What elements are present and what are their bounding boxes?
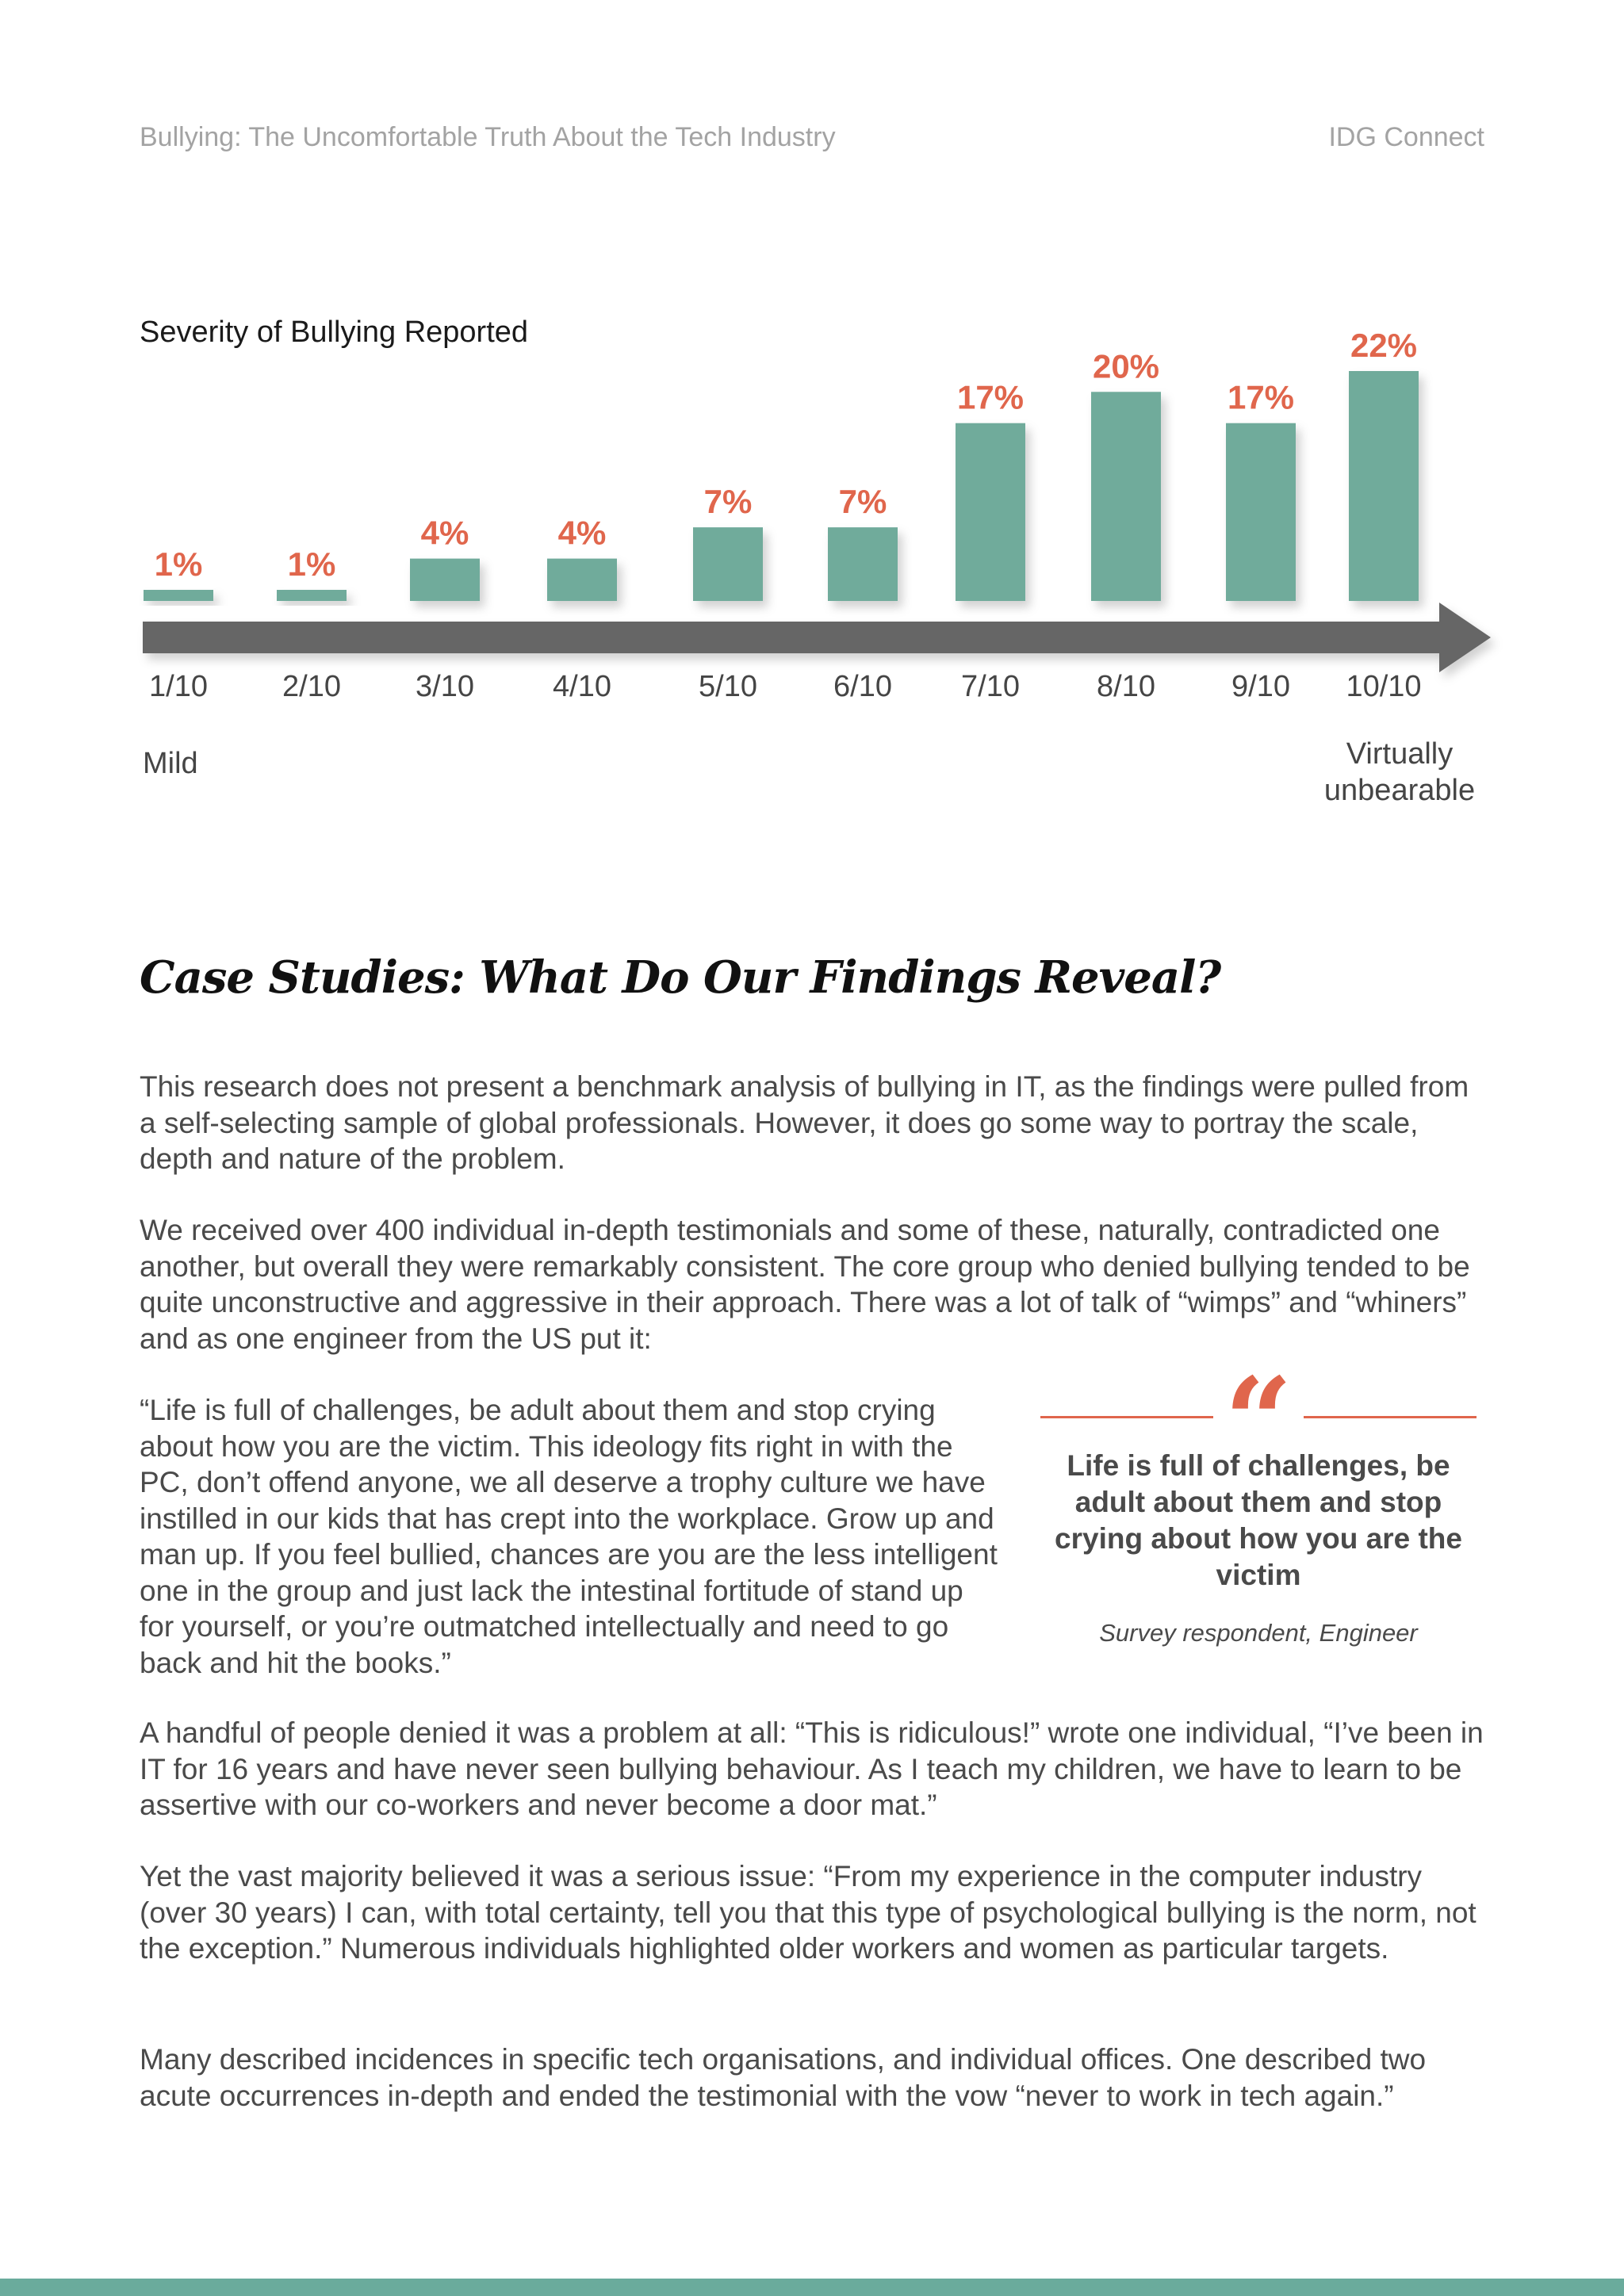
chart-title: Severity of Bullying Reported xyxy=(140,316,529,349)
scale-max-label xyxy=(1300,736,1499,809)
x-tick-label: 8/10 xyxy=(1097,670,1155,703)
body-paragraph: This research does not present a benchmark analysis of bullying in IT, as the findings were pulled from a self-selecting sample of global professionals. However, it does go some way to portray the scale, depth and nature of the problem. xyxy=(140,1070,1469,1175)
x-tick-label: 2/10 xyxy=(282,670,341,703)
bar-value-label: 1% xyxy=(287,545,336,583)
bar-10-of-10 xyxy=(1349,371,1419,601)
x-tick-label: 4/10 xyxy=(553,670,611,703)
bar-7-of-10 xyxy=(956,423,1025,601)
scale-min-label: Mild xyxy=(143,747,198,780)
x-tick-label: 7/10 xyxy=(961,670,1020,703)
severity-bar-chart xyxy=(0,301,1624,714)
bar-value-label: 22% xyxy=(1350,327,1418,364)
body-paragraph: Yet the vast majority believed it was a serious issue: “From my experience in the computer industry (over 30 years) I can, with total certainty, tell you that this type of psychological bullying is the norm, not the exception.” Numerous individuals highlighted older workers and women as particular targets. xyxy=(140,1860,1477,1965)
x-tick-label: 1/10 xyxy=(149,670,208,703)
pull-quote-attribution: Survey respondent, Engineer xyxy=(1099,1619,1418,1647)
bar-4-of-10 xyxy=(547,559,617,601)
quoted-testimonial: “Life is full of challenges, be adult about them and stop crying about how you are the victim. This ideology fits right in with the PC, don’t offend anyone, we all deserve a trophy culture we have instilled in our kids that has crept into the workplace. Grow up and man up. If you feel bullied, chances are you are the less intelligent one in the group and just lack the intestinal fortitude of stand up for yourself, or you’re outmatched intellectually and need to go back and hit the books.” xyxy=(140,1394,998,1679)
footer-band xyxy=(0,2279,1624,2296)
bar-value-label: 7% xyxy=(838,483,887,521)
x-tick-label: 5/10 xyxy=(699,670,757,703)
scale-max-label-line: Virtually xyxy=(1346,737,1454,771)
bar-value-label: 20% xyxy=(1092,347,1160,385)
bar-value-label: 17% xyxy=(1227,378,1295,416)
running-title: Bullying: The Uncomfortable Truth About the Tech Industry xyxy=(140,122,836,152)
body-paragraph: Many described incidences in specific tech organisations, and individual offices. One described two acute occurrences in-depth and ended the testimonial with the vow “never to work in tech again.” xyxy=(140,2043,1427,2112)
publisher-name: IDG Connect xyxy=(1328,122,1484,152)
pull-quote-rule-right xyxy=(1304,1416,1477,1418)
quote-mark-icon: “ xyxy=(1224,1352,1293,1491)
scale-max-label-line: unbearable xyxy=(1323,774,1476,807)
bar-value-label: 4% xyxy=(420,514,469,552)
bar-2-of-10 xyxy=(277,590,347,601)
bar-value-label: 1% xyxy=(154,545,203,583)
bar-5-of-10 xyxy=(693,527,763,601)
x-tick-label: 10/10 xyxy=(1346,670,1422,703)
section-heading: Case Studies: What Do Our Findings Reveal? xyxy=(140,951,1221,1004)
x-tick-label: 6/10 xyxy=(833,670,892,703)
x-tick-label: 3/10 xyxy=(416,670,474,703)
bar-value-label: 4% xyxy=(557,514,607,552)
pull-quote-rule-left xyxy=(1040,1416,1213,1418)
pull-quote-text: Life is full of challenges, be adult about them and stop crying about how you are the victim xyxy=(1055,1449,1462,1591)
bar-1-of-10 xyxy=(144,590,213,601)
x-tick-label: 9/10 xyxy=(1231,670,1290,703)
bar-6-of-10 xyxy=(828,527,898,601)
bar-9-of-10 xyxy=(1226,423,1296,601)
bar-value-label: 7% xyxy=(703,483,753,521)
body-paragraph: We received over 400 individual in-depth testimonials and some of these, naturally, contradicted one another, but overall they were remarkably consistent. The core group who denied bullying tended to be quite unconstructive and aggressive in their approach. There was a lot of talk of “wimps” and “whiners” and as one engineer from the US put it: xyxy=(140,1214,1470,1355)
bar-value-label: 17% xyxy=(956,378,1025,416)
body-paragraph: A handful of people denied it was a problem at all: “This is ridiculous!” wrote one individual, “I’ve been in IT for 16 years and have never seen bullying behaviour. As I teach my children, we have to learn to be assertive with our co-workers and never become a door mat.” xyxy=(140,1716,1484,1821)
bar-3-of-10 xyxy=(410,559,480,601)
severity-scale-arrow xyxy=(143,603,1491,672)
bar-8-of-10 xyxy=(1091,392,1161,601)
